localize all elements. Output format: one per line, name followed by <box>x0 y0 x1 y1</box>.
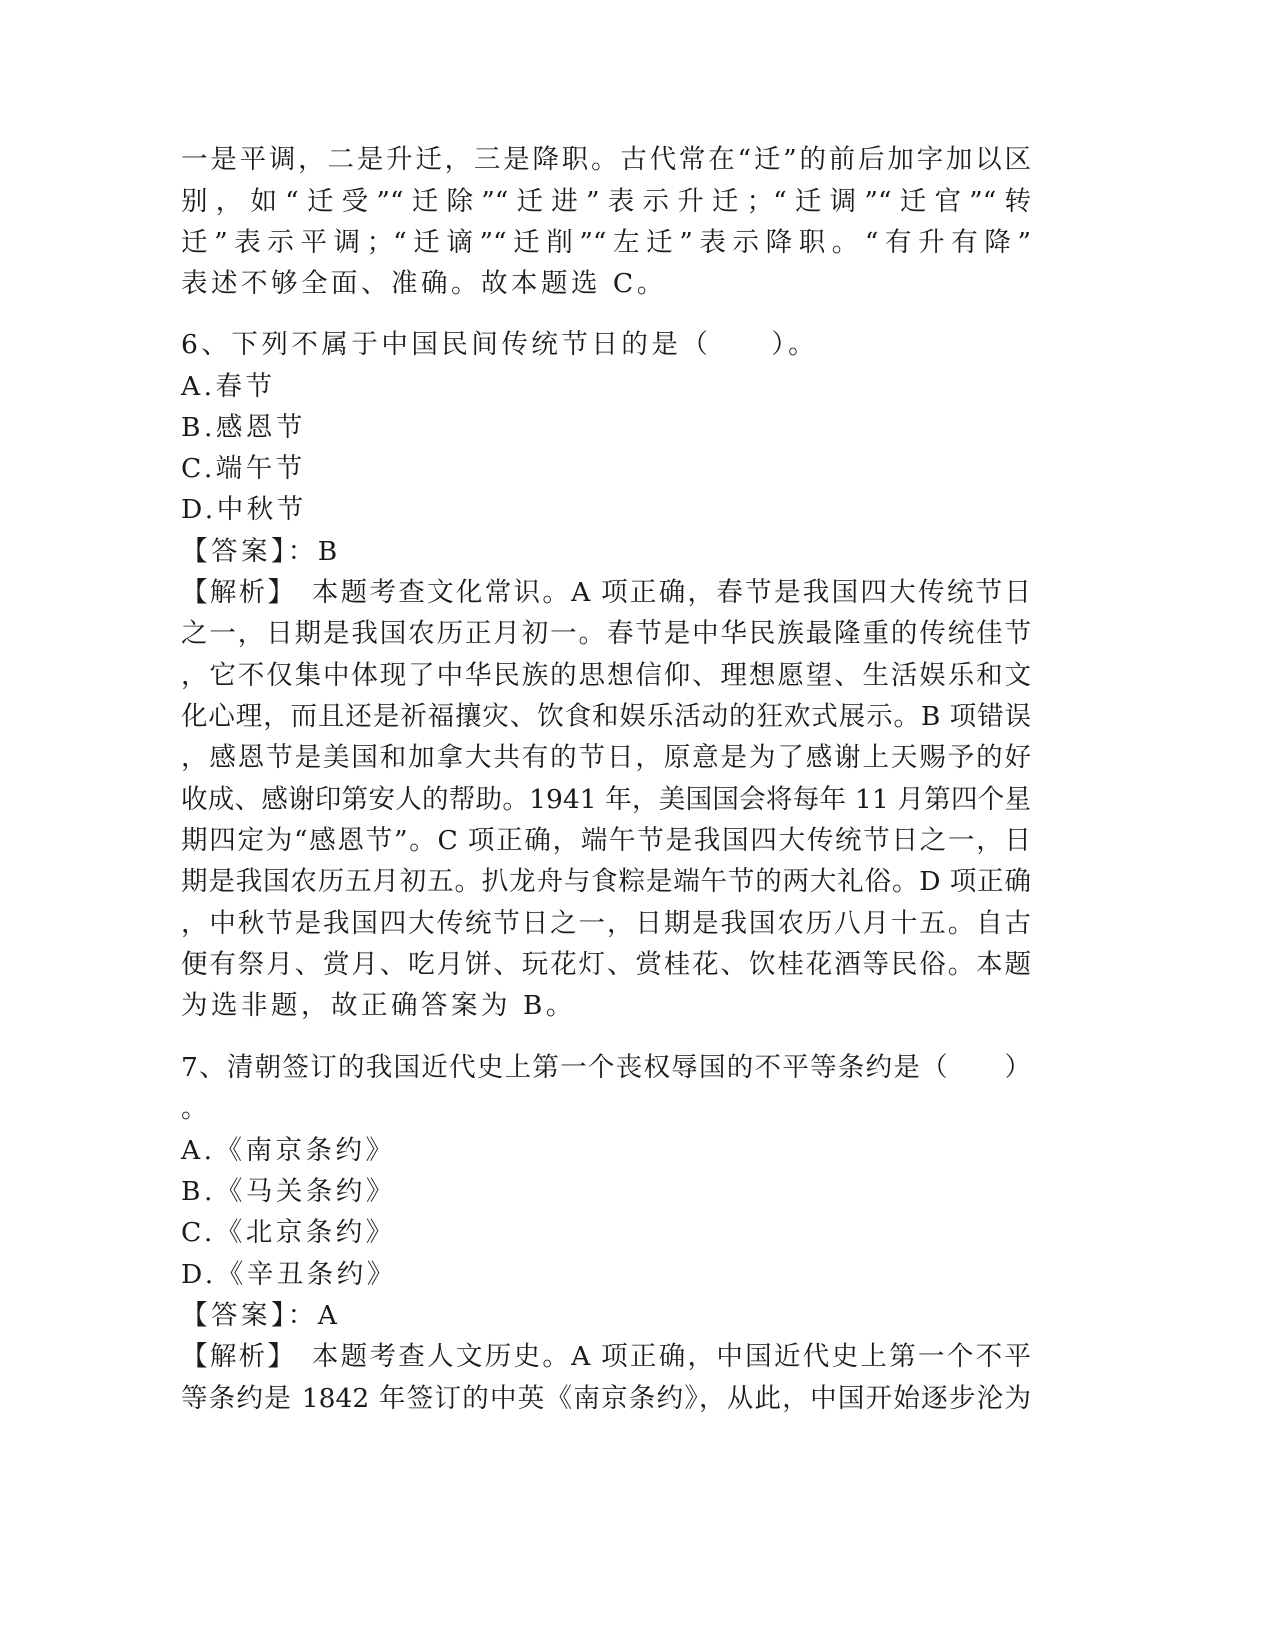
question-6-analysis-line: 收成、感谢印第安人的帮助。1941 年，美国国会将每年 11 月第四个星 <box>181 784 1031 815</box>
question-7-analysis-line: 等条约是 1842 年签订的中英《南京条约》，从此，中国开始逐步沦为 <box>181 1383 1031 1414</box>
question-6-text: 6、下列不属于中国民间传统节日的是（ ）。 <box>181 329 819 360</box>
explanation-line: 一是平调，二是升迁，三是降职。古代常在“迁”的前后加字加以区 <box>181 144 1031 175</box>
question-7-text: 7、清朝签订的我国近代史上第一个丧权辱国的不平等条约是（ ） <box>181 1052 1031 1083</box>
question-6-analysis-line: 之一，日期是我国农历正月初一。春节是中华民族最隆重的传统佳节 <box>181 618 1031 649</box>
question-6-analysis-line: 【解析】 本题考查文化常识。A 项正确，春节是我国四大传统节日 <box>181 577 1031 608</box>
question-6-analysis-line: 期四定为“感恩节”。C 项正确，端午节是我国四大传统节日之一，日 <box>181 825 1031 856</box>
explanation-line: 迁”表示平调；“迁谪”“迁削”“左迁”表示降职。“有升有降” <box>181 227 1031 258</box>
explanation-line: 别，如“迁受”“迁除”“迁进”表示升迁；“迁调”“迁官”“转 <box>181 186 1031 217</box>
question-7-analysis-line: 【解析】 本题考查人文历史。A 项正确，中国近代史上第一个不平 <box>181 1341 1031 1372</box>
question-7-option-a: A.《南京条约》 <box>181 1135 396 1166</box>
question-6-analysis-line: ，它不仅集中体现了中华民族的思想信仰、理想愿望、生活娱乐和文 <box>181 660 1031 691</box>
explanation-line: 表述不够全面、准确。故本题选 C。 <box>181 268 667 299</box>
question-6-answer: 【答案】：B <box>181 536 341 567</box>
question-6-analysis-line: 化心理，而且还是祈福攘灾、饮食和娱乐活动的狂欢式展示。B 项错误 <box>181 701 1031 732</box>
question-6-analysis-line: ，中秋节是我国四大传统节日之一，日期是我国农历八月十五。自古 <box>181 908 1031 939</box>
question-6-option-b: B.感恩节 <box>181 412 306 443</box>
question-7-answer: 【答案】：A <box>181 1300 341 1331</box>
question-7-option-b: B.《马关条约》 <box>181 1176 396 1207</box>
question-6-analysis-line: 为选非题，故正确答案为 B。 <box>181 990 576 1021</box>
question-6-option-d: D.中秋节 <box>181 494 307 525</box>
question-6-analysis-line: 期是我国农历五月初五。扒龙舟与食粽是端午节的两大礼俗。D 项正确 <box>181 866 1031 897</box>
question-7-option-c: C.《北京条约》 <box>181 1217 396 1248</box>
question-6-option-c: C.端午节 <box>181 453 306 484</box>
question-7-option-d: D.《辛丑条约》 <box>181 1259 397 1290</box>
question-6-analysis-line: ，感恩节是美国和加拿大共有的节日，原意是为了感谢上天赐予的好 <box>181 742 1031 773</box>
question-7-text-cont: 。 <box>181 1093 211 1124</box>
question-6-analysis-line: 便有祭月、赏月、吃月饼、玩花灯、赏桂花、饮桂花酒等民俗。本题 <box>181 949 1031 980</box>
question-6-option-a: A.春节 <box>181 371 276 402</box>
